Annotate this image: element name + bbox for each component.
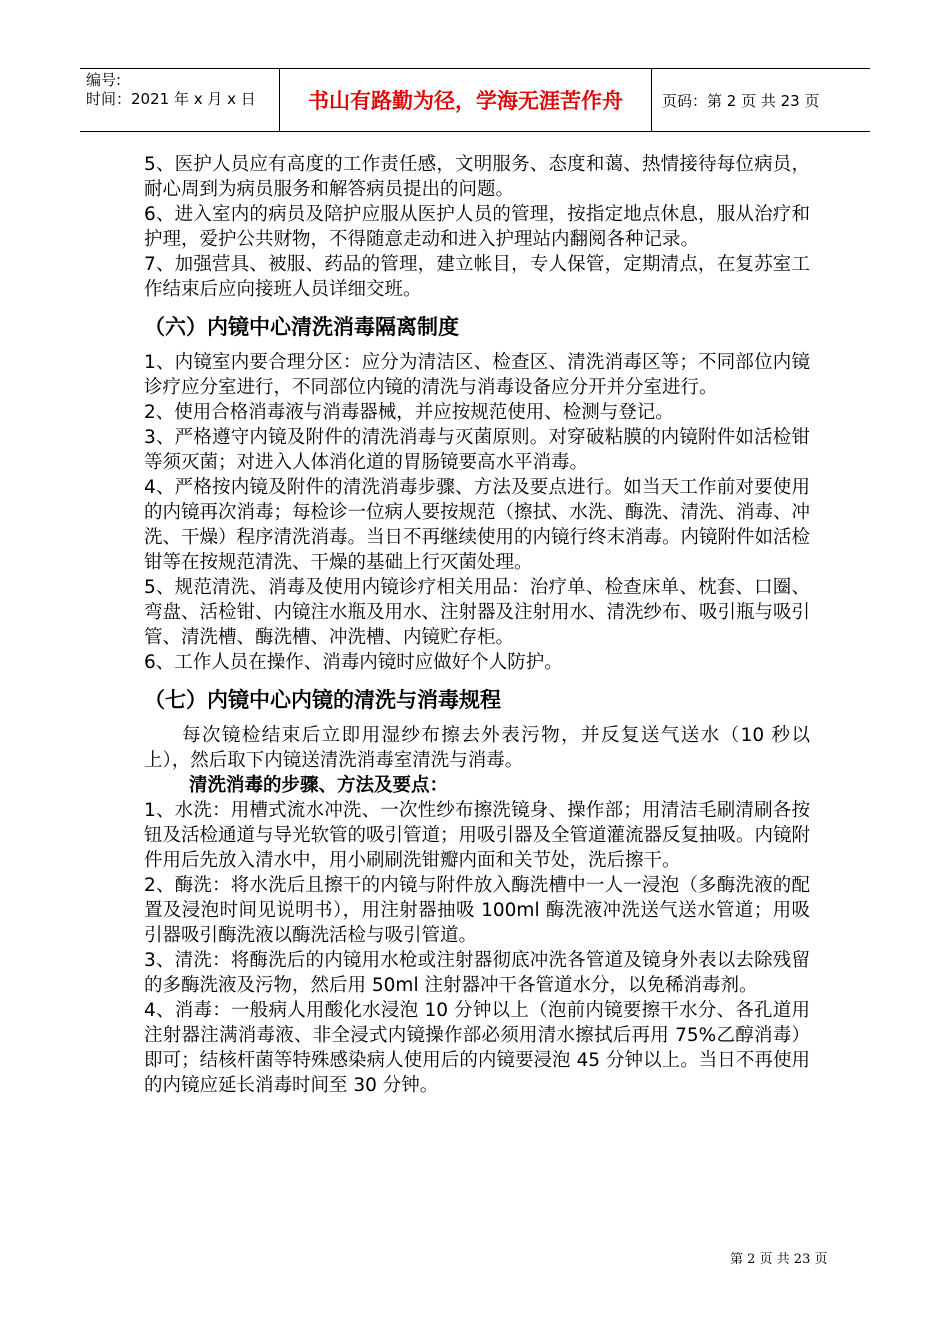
section-heading-6: （六）内镜中心清洗消毒隔离制度 <box>144 315 459 339</box>
paragraph: 6、工作人员在操作、消毒内镜时应做好个人防护。 <box>144 652 563 673</box>
header-meta <box>80 69 280 131</box>
paragraph: 2、酶洗：将水洗后且擦干的内镜与附件放入酶洗槽中一人一浸泡（多酶洗液的配置及浸泡时间见说明书），用注射器抽吸 100ml 酶洗液冲洗送气送水管道；用吸引器吸引酶洗液以酶洗活检与吸引管道。 <box>144 875 810 946</box>
paragraph: 4、消毒：一般病人用酸化水浸泡 10 分钟以上（泡前内镜要擦干水分、各孔道用注射器注满消毒液、非全浸式内镜操作部必须用清水擦拭后再用 75%乙醇消毒）即可；结核杆菌等特殊感染病人使用后的内镜要浸泡 45 分钟以上。当日不再使用的内镜应延长消毒时间至 30 分钟。 <box>144 1000 810 1096</box>
page-footer: 第 2 页 共 23 页 <box>730 1252 828 1267</box>
header-motto: 书山有路勤为径，学海无涯苦作舟 <box>280 69 652 131</box>
header-page-label: 页码：第 2 页 共 23 页 <box>662 91 820 110</box>
paragraph: 每次镜检结束后立即用湿纱布擦去外表污物，并反复送气送水（10 秒以上），然后取下内镜送清洗消毒室清洗与消毒。 <box>144 725 810 771</box>
document-body <box>144 152 810 1098</box>
paragraph: 4、严格按内镜及附件的清洗消毒步骤、方法及要点进行。如当天工作前对要使用的内镜再次消毒；每检诊一位病人要按规范（擦拭、水洗、酶洗、清洗、消毒、冲洗、干燥）程序清洗消毒。当日不再继续使用的内镜行终末消毒。内镜附件如活检钳等在按规范清洗、干燥的基础上行灭菌处理。 <box>144 477 811 573</box>
paragraph: 1、水洗：用槽式流水冲洗、一次性纱布擦洗镜身、操作部；用清洁毛刷清刷各按钮及活检通道与导光软管的吸引管道；用吸引器及全管道灌流器反复抽吸。内镜附件用后先放入清水中，用小刷刷洗钳瓣内面和关节处，洗后擦干。 <box>144 800 811 871</box>
paragraph: 3、清洗：将酶洗后的内镜用水枪或注射器彻底冲洗各管道及镜身外表以去除残留的多酶洗液及污物，然后用 50ml 注射器冲干各管道水分，以免稀消毒剂。 <box>144 950 810 996</box>
doc-time-label: 时间：2021 年 x 月 x 日 <box>86 90 256 108</box>
paragraph: 5、医护人员应有高度的工作责任感，文明服务、态度和蔼、热情接待每位病员，耐心周到为病员服务和解答病员提出的问题。 <box>144 154 810 200</box>
doc-number-label: 编号: <box>86 71 122 89</box>
paragraph: 6、进入室内的病员及陪护应服从医护人员的管理，按指定地点休息，服从治疗和护理，爱护公共财物，不得随意走动和进入护理站内翻阅各种记录。 <box>144 204 810 250</box>
paragraph: 2、使用合格消毒液与消毒器械，并应按规范使用、检测与登记。 <box>144 402 674 423</box>
paragraph: 5、规范清洗、消毒及使用内镜诊疗相关用品：治疗单、检查床单、枕套、口圈、弯盘、活检钳、内镜注水瓶及用水、注射器及注射用水、清洗纱布、吸引瓶与吸引管、清洗槽、酶洗槽、冲洗槽、内镜贮存柜。 <box>144 577 811 648</box>
section-heading-7: （七）内镜中心内镜的清洗与消毒规程 <box>144 688 501 712</box>
subheading: 清洗消毒的步骤、方法及要点： <box>189 775 449 796</box>
paragraph: 1、内镜室内要合理分区：应分为清洁区、检查区、清洗消毒区等；不同部位内镜诊疗应分室进行，不同部位内镜的清洗与消毒设备应分开并分室进行。 <box>144 352 810 398</box>
page-header <box>80 68 870 132</box>
paragraph: 7、加强营具、被服、药品的管理，建立帐目，专人保管，定期清点，在复苏室工作结束后应向接班人员详细交班。 <box>144 254 810 300</box>
paragraph: 3、严格遵守内镜及附件的清洗消毒与灭菌原则。对穿破粘膜的内镜附件如活检钳等须灭菌；对进入人体消化道的胃肠镜要高水平消毒。 <box>144 427 810 473</box>
